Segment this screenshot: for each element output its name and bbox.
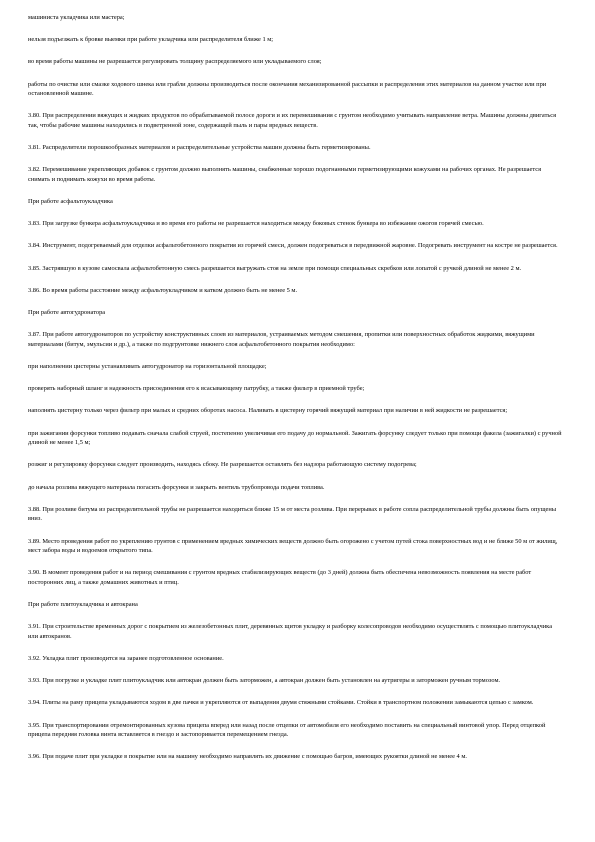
text-paragraph: 3.82. Перемешивание укрепляющих добавок с грунтом должно выполнять машины, снабженные хорошо подогнанными герметизирующими кожухами на рабочих органах. Не разрешается снимать и поднимать кожухи во время работы. [28, 166, 542, 183]
text-paragraph: 3.93. При погрузке и укладке плит плитоукладчик или автокран должен быть заторможен, а автокран должен быть установлен на аутригеры и заторможен ручным тормозом. [28, 677, 501, 685]
text-paragraph: 3.83. При загрузке бункера асфальтоукладчика и во время его работы не разрешается находиться между боковых стенок бункера во избежание ожогов горячей смесью. [28, 220, 484, 228]
text-paragraph: 3.91. При строительстве временных дорог с покрытием из железобетонных плит, деревянных щитов укладку и разборку колесопроводов необходимо осуществлять с помощью плитоукладчика или автокранов. [28, 623, 553, 640]
text-paragraph: до начала розлива вяжущего материала погасить форсунки и закрыть вентиль трубопровода подачи топлива. [28, 483, 325, 491]
text-paragraph: 3.86. Во время работы расстояние между асфальтоукладчиком и катком должно быть не менее 5 м. [28, 286, 298, 294]
section-heading: При работе автогудронатора [28, 309, 106, 317]
text-paragraph: 3.84. Инструмент, подогреваемый для отделки асфальтобетонного покрытия из горячей смеси, должен подогреваться в передвижной жаровне. Подогревать инструмент на костре не разрешается. [28, 242, 558, 250]
text-paragraph: розжиг и регулировку форсунки следует производить, находясь сбоку. Не разрешается оставлять без надзора работающую систему подогрева; [28, 461, 417, 469]
text-paragraph: 3.85. Застрявшую в кузове самосвала асфальтобетонную смесь разрешается выгружать стоя на земле при помощи специальных скребков или лопатой с ручкой длиной не менее 2 м. [28, 264, 522, 272]
text-paragraph: 3.90. В момент проведения работ и на период смешивания с грунтом вредных стабилизирующих веществ (до 3 дней) должна быть обеспечена невозможность появления на месте работ посторонних лиц, а также домашних животных и птиц. [28, 569, 532, 586]
text-paragraph: работы по очистке или смазке ходового шнека или грабли должны производиться после окончания механизированной рассыпки и распределения этих материалов на данном участке или при остановленной машине. [28, 80, 547, 98]
text-paragraph: при зажигании форсунки топливо подавать сначала слабой струей, постепенно увеличивая его подачу до нормальной. Зажигать форсунку следует только при помощи факела (зажигалки) с ручной длиной не менее 1,5 м; [28, 429, 562, 447]
section-heading: При работе асфальтоукладчика [28, 198, 113, 206]
text-paragraph: 3.87. При работе автогудронаторов по устройству конструктивных слоев из материалов, устраиваемых методом смешения, пропитки или поверхностных обработок жидкими, вяжущими материалами (битум, эмульсии и др.), а также по подгрунтовке нижнего слоя асфальтобетонного покрытия необходимо: [28, 331, 535, 348]
text-paragraph: нельзя подъезжать к бровке выемки при работе укладчика или распределителя ближе 1 м; [28, 36, 274, 44]
text-paragraph: 3.89. Место проведения работ по укреплению грунтов с применением вредных химических веществ должно быть огорожено с учетом путей стока поверхностных вод и не ближе 50 м от жилищ, мест забора воды и водоемов открытого типа. [28, 537, 558, 555]
text-paragraph: при наполнении цистерны устанавливать автогудронатор на горизонтальной площадке; [28, 363, 267, 370]
text-paragraph: 3.96. При подаче плит при укладке в покрытие или на машину необходимо направлять их движение с помощью багров, имеющих рукоятки длиной не менее 4 м. [28, 753, 467, 761]
text-paragraph: 3.92. Укладка плит производится на заранее подготовленное основание. [28, 655, 224, 663]
text-paragraph: 3.95. При транспортировании отремонтированных кузова прицепа вперед или назад после отцепки от автомобиля его необходимо поставить на специальный винтовой упор. Перед отцепкой прицепа передняя головка винта вставляется в гнездо и застопоривается перемещением гнезда. [28, 721, 546, 739]
text-paragraph: проверять наборный шланг и надежность присоединения его к всасывающему патрубку, а также фильтр в приемной трубе; [28, 385, 365, 393]
text-paragraph: 3.80. При распределении вяжущих и жидких продуктов по обрабатываемой полосе дороги и их перемешивания с грунтом необходимо учитывать направление ветра. Машины должны двигаться так, чтобы рабочие машины находились в подветренной зоне, содержащей пыль и пары вредных веществ. [28, 112, 557, 129]
text-paragraph: наполнять цистерну только через фильтр при малых и средних оборотах насоса. Наливать в цистерну горячий вяжущий материал при наличии в ней жидкости не разрешается; [28, 407, 508, 415]
text-paragraph: 3.88. При розливе битума из распределительной трубы не разрешается находиться ближе 15 м от места розлива. При перерывах в работе сопла распределительной трубы должны быть опущены вниз. [28, 505, 557, 523]
section-heading: При работе плитоукладчика и автокрана [28, 601, 138, 609]
text-paragraph: 3.81. Распределители порошкообразных материалов и распределительные устройства машин должны быть герметизированы. [28, 144, 371, 152]
text-paragraph: во время работы машины не разрешается регулировать толщину распределяемого или укладываемого слоя; [28, 58, 322, 66]
text-paragraph: 3.94. Плиты на раму прицепа укладываются ходом в две пачки и укрепляются от выпадения двумя стяжными стойками. Стойки в транспортном положении замыкаются цепью с замком. [28, 699, 534, 707]
text-paragraph: машиниста укладчика или мастера; [28, 14, 125, 21]
